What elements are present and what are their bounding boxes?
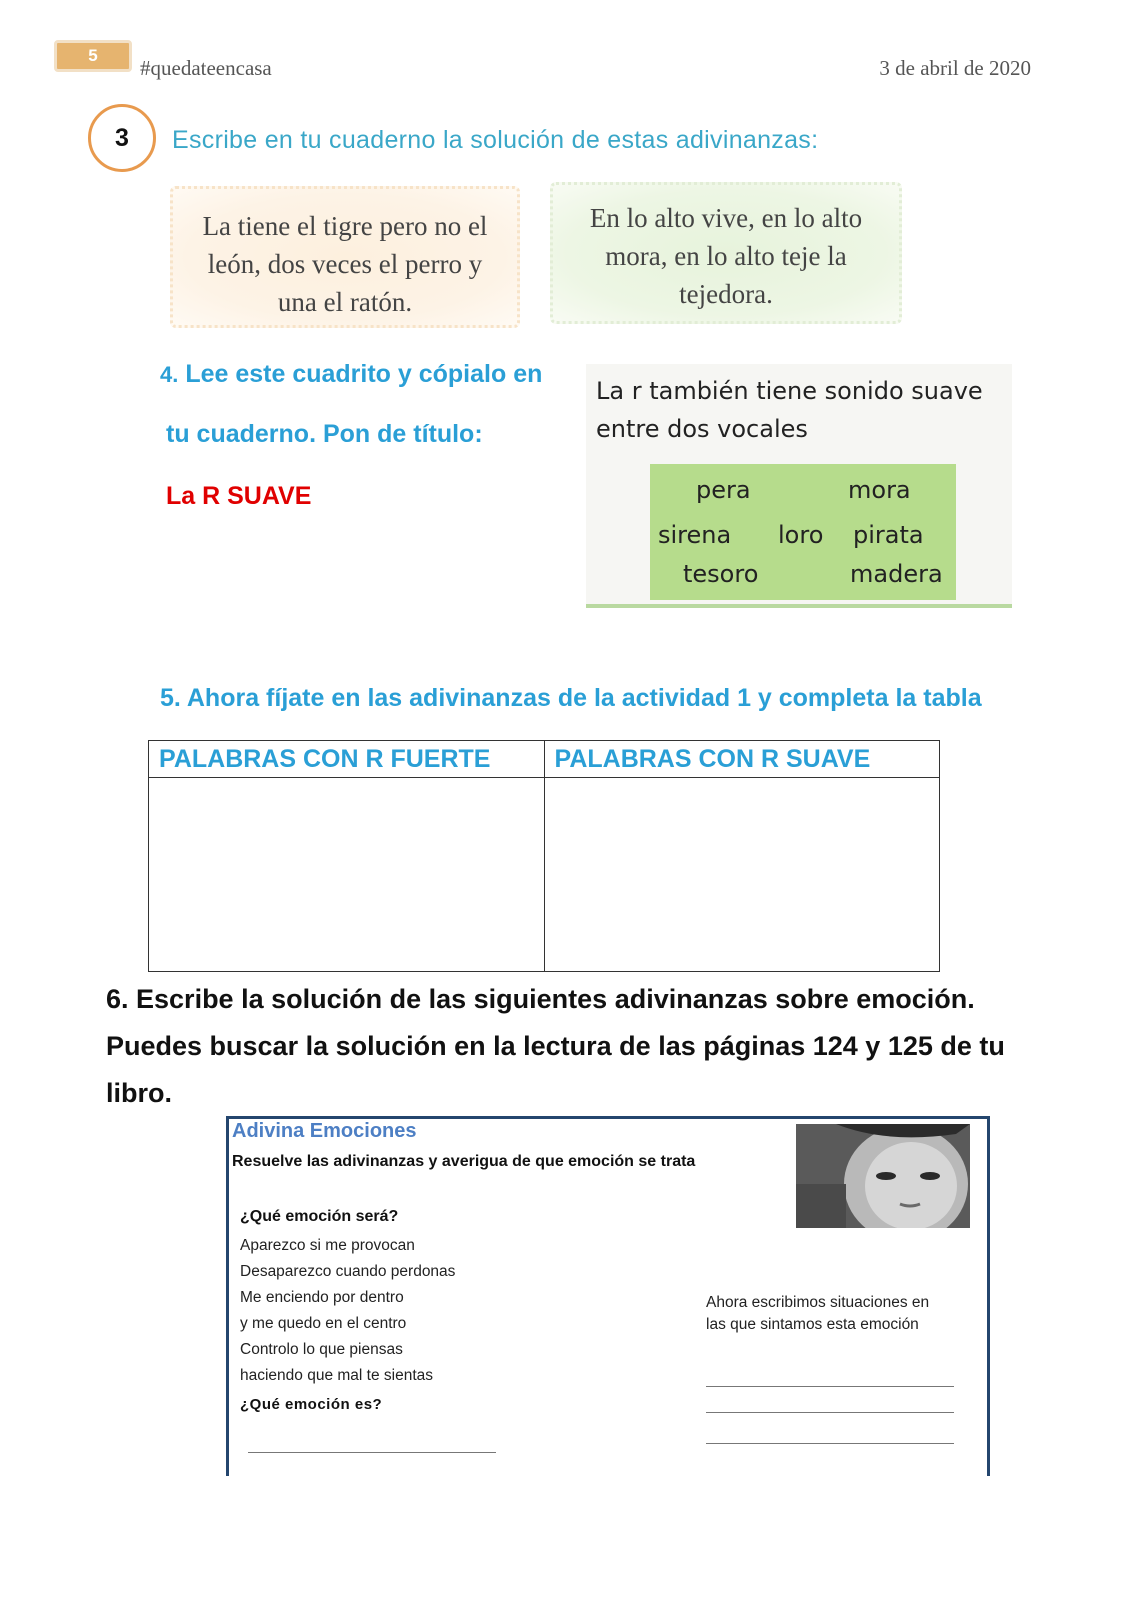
activity-4-text: Lee este cuadrito y cópialo en: [185, 360, 543, 388]
table-row: [149, 778, 940, 972]
page-number-badge: 5: [54, 40, 132, 72]
riddle-2-line: tejedora.: [679, 279, 773, 309]
riddle-1-line: una el ratón.: [277, 287, 413, 317]
riddle-line: Desaparezco cuando perdonas: [240, 1263, 456, 1280]
word-example: loro: [778, 521, 824, 549]
word-example: tesoro: [683, 560, 759, 588]
situation-answer-line[interactable]: [706, 1412, 954, 1413]
child-face-photo: [796, 1124, 970, 1228]
table-header-row: [149, 741, 940, 778]
activity-3-number-circle: 3: [88, 104, 156, 172]
riddle-2-line: mora, en lo alto teje la: [605, 241, 847, 271]
activity-4-number: 4.: [160, 362, 179, 387]
riddle-line: y me quedo en el centro: [240, 1315, 407, 1332]
riddle-card-2: [550, 182, 902, 324]
activity-4-title-to-copy: La R SUAVE: [166, 482, 312, 510]
activity-3-instruction: Escribe en tu cuaderno la solución de estas adivinanzas:: [172, 126, 819, 154]
riddle-line: Aparezco si me provocan: [240, 1237, 415, 1254]
rule-line: entre dos vocales: [596, 415, 808, 443]
worksheet-title: Adivina Emociones: [232, 1120, 417, 1142]
activity-6-instruction: 6. Escribe la solución de las siguientes adivinanzas sobre emoción. Puedes buscar la solución en la lectura de las páginas 124 y 125 de tu libro.: [106, 984, 1005, 1108]
worksheet-question: ¿Qué emoción será?: [240, 1208, 399, 1225]
word-example: pera: [696, 476, 751, 504]
riddle-line: Controlo lo que piensas: [240, 1341, 403, 1358]
header-date: 3 de abril de 2020: [879, 56, 1031, 80]
r-words-table: [148, 740, 940, 972]
header-hashtag: #quedateencasa: [140, 56, 272, 80]
rule-line: La r también tiene sonido suave: [596, 377, 983, 405]
r-suave-box-underline: [586, 604, 1012, 608]
activity-5-instruction: 5. Ahora fíjate en las adivinanzas de la actividad 1 y completa la tabla: [160, 684, 982, 712]
activity-4-instruction-line-2: tu cuaderno. Pon de título:: [166, 420, 483, 448]
table-cell-r-suave-answers[interactable]: [544, 778, 940, 972]
word-example: madera: [850, 560, 943, 588]
table-header-r-fuerte: PALABRAS CON R FUERTE: [149, 741, 545, 778]
situation-answer-line[interactable]: [706, 1443, 954, 1444]
situation-answer-line[interactable]: [706, 1386, 954, 1387]
child-face-image: [796, 1124, 970, 1228]
word-example: sirena: [658, 521, 732, 549]
r-suave-rule-text: [596, 372, 983, 448]
riddle-1-line: La tiene el tigre pero no el: [202, 211, 488, 241]
worksheet-question-2: ¿Qué emoción es?: [240, 1396, 383, 1413]
activity-4-instruction-line-1: [160, 360, 542, 389]
table-cell-r-fuerte-answers[interactable]: [149, 778, 545, 972]
riddle-line: haciendo que mal te sientas: [240, 1367, 434, 1384]
riddle-1-line: león, dos veces el perro y: [207, 249, 483, 279]
riddle-line: Me enciendo por dentro: [240, 1289, 404, 1306]
worksheet-subtitle: Resuelve las adivinanzas y averigua de que emoción se trata: [232, 1153, 696, 1170]
word-example: mora: [848, 476, 911, 504]
riddle-card-1: [170, 186, 520, 328]
riddle-2-line: En lo alto vive, en lo alto: [589, 203, 863, 233]
situations-prompt-line: Ahora escribimos situaciones en: [706, 1294, 930, 1311]
word-example: pirata: [853, 521, 924, 549]
worksheet-situations-prompt: [706, 1292, 929, 1336]
answer-line[interactable]: [248, 1452, 496, 1453]
table-header-r-suave: PALABRAS CON R SUAVE: [544, 741, 940, 778]
situations-prompt-line: las que sintamos esta emoción: [706, 1316, 919, 1333]
